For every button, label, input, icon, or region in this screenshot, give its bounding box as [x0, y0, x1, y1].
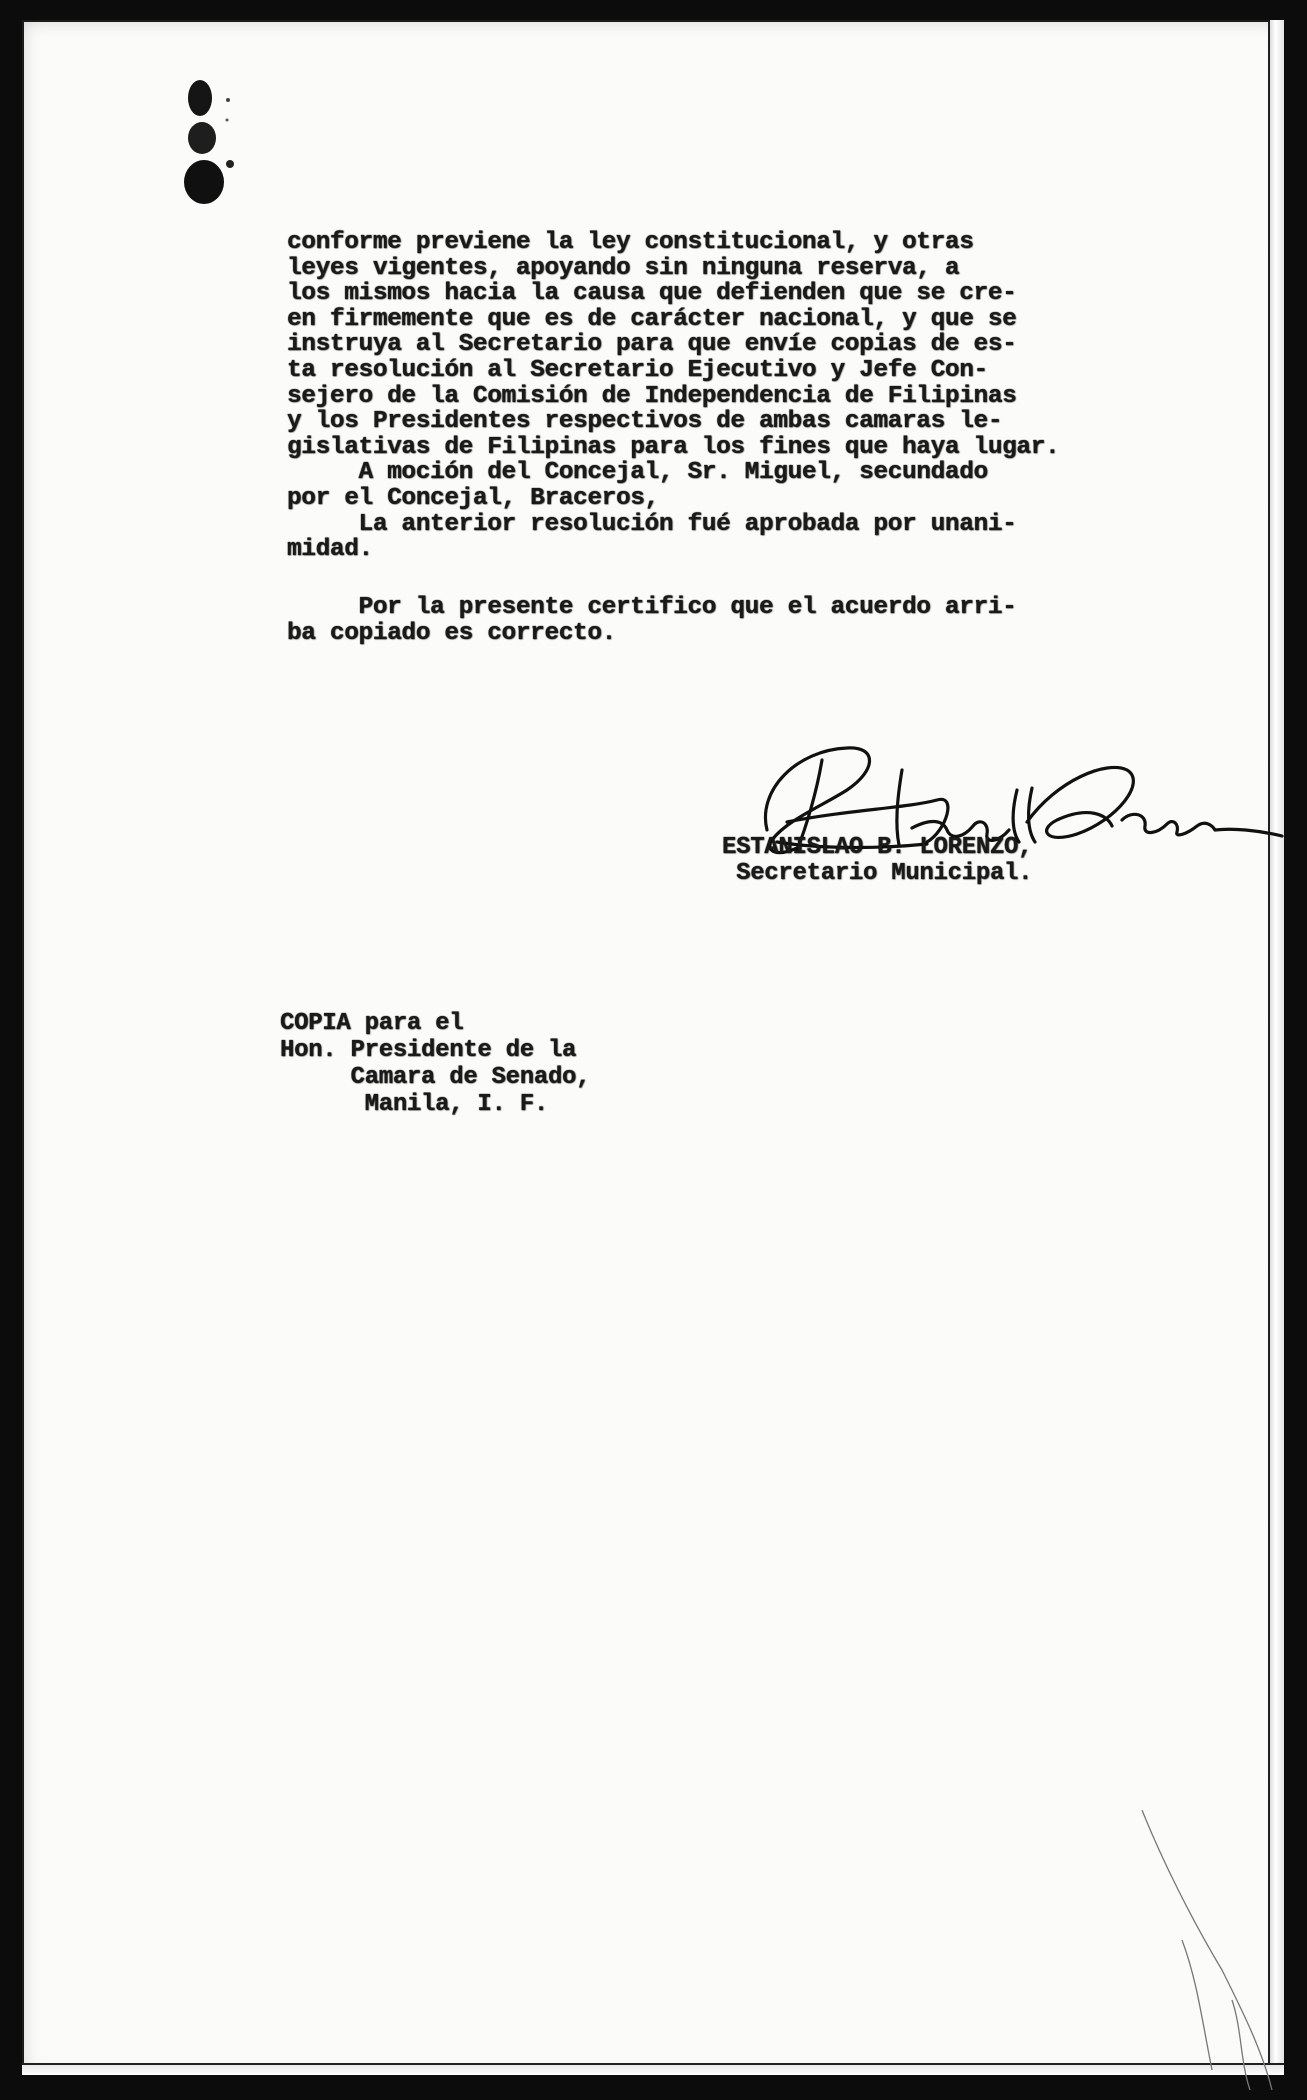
copy-line-1: COPIA para el	[280, 1010, 464, 1037]
copy-line-2: Hon. Presidente de la	[280, 1037, 577, 1064]
certification-text: Por la presente certifico que el acuerdo arri- ba copiado es correcto.	[287, 594, 1017, 647]
paper-crease	[1122, 1800, 1282, 2100]
copy-line-3: Camara de Senado,	[280, 1064, 591, 1091]
copy-line-4: Manila, I. F.	[280, 1091, 548, 1118]
ink-blot-mark	[172, 60, 242, 210]
document-page	[22, 20, 1284, 2075]
page-edge-right	[1268, 20, 1284, 2075]
signatory-title: Secretario Municipal.	[722, 860, 1033, 887]
signatory-block	[722, 835, 1032, 887]
signatory-name: ESTANISLAO B. LORENZO,	[722, 834, 1033, 861]
page-edge-bottom	[22, 2063, 1284, 2075]
resolution-text: conforme previene la ley constitucional, y otras leyes vigentes, apoyando sin ninguna reserva, a los mismos hacia la causa que defienden que se cre- en firmemente que es de carácter nacional, y que se instruya al Secretario para que envíe copias de es- ta resolución al Secretario Ejecutivo y Jefe Con- sejero de la Comisión de Independencia de Filipinas y los Presidentes respectivos de ambas camaras le- gislativas de Filipinas para los fines que haya lugar. A moción del Concejal, Sr. Miguel, secundado por el Concejal, Braceros, La anterior resolución fué aprobada por unani- midad.	[287, 229, 1060, 564]
copy-recipient-block	[280, 1010, 590, 1118]
